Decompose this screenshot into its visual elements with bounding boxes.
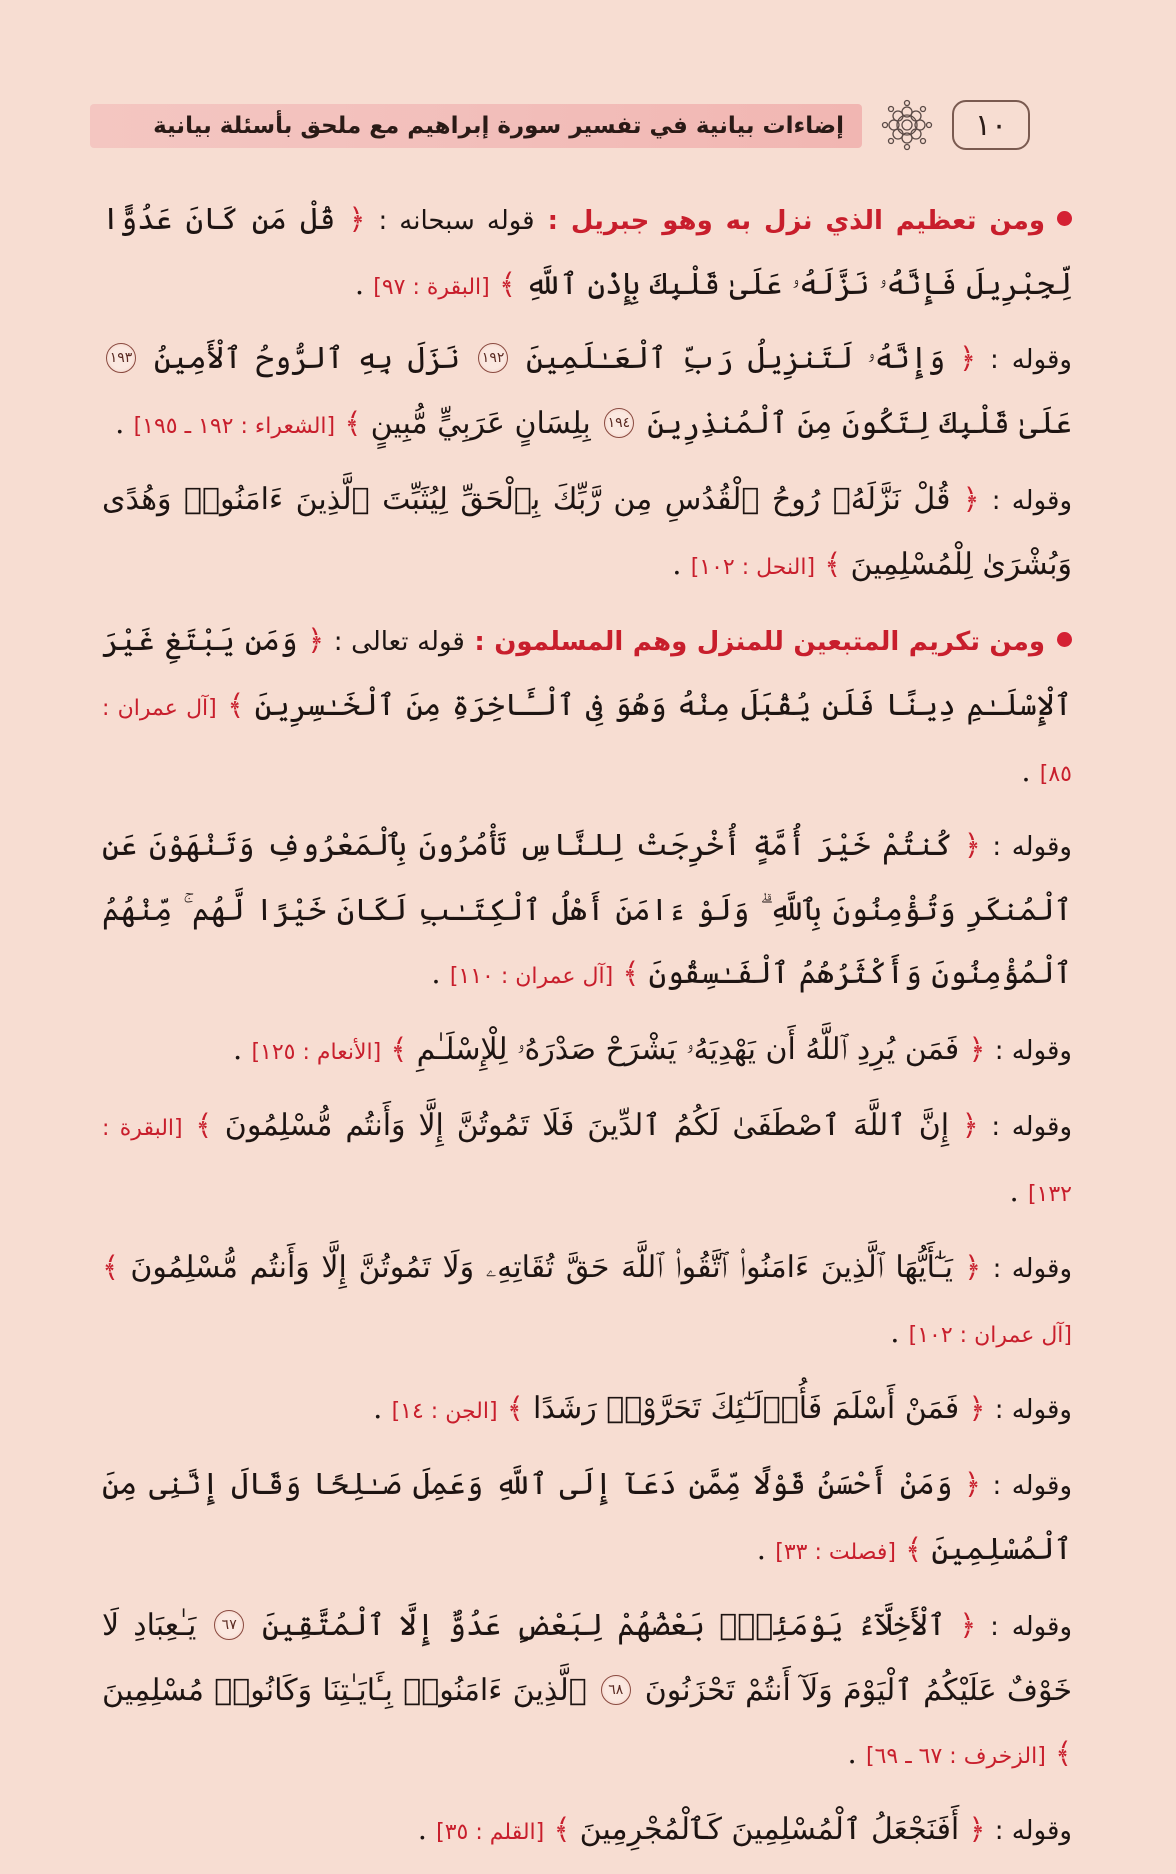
quran-verse: إِنَّ ٱللَّهَ ٱصْطَفَىٰ لَكُمُ ٱلدِّينَ فَلَا تَمُوتُنَّ إِلَّا وَأَنتُم مُّسْلِمُونَ <box>224 1108 950 1143</box>
close-bracket: ﴾ <box>824 547 842 581</box>
lead-text: وقوله : <box>992 1254 1072 1284</box>
quran-verse-part: عَلَىٰ قَلْبِكَ لِتَكُونَ مِنَ ٱلْمُنذِرِينَ <box>647 406 1072 441</box>
quran-verse: قُلْ نَزَّلَهُۥ رُوحُ ٱلْقُدُسِ مِن رَّبِّكَ بِٱلْحَقِّ لِيُثَبِّتَ ٱلَّذِينَ ءَامَنُوا۟ وَهُدًى وَبُشْرَىٰ لِلْمُسْلِمِينَ <box>102 482 1072 582</box>
lead-text: وقوله : <box>992 1471 1072 1501</box>
verse-number-marker: ١٩٤ <box>604 408 634 438</box>
verse-reference: [فصلت : ٣٣] <box>775 1540 896 1565</box>
close-bracket: ﴾ <box>498 267 516 301</box>
open-bracket: ﴿ <box>307 623 325 657</box>
verse-number-marker: ١٩٣ <box>106 343 136 373</box>
full-stop: . <box>115 406 134 440</box>
quran-verse: فَمَنْ أَسْلَمَ فَأُو۟لَـٰٓئِكَ تَحَرَّوْا۟ رَشَدًا <box>532 1391 960 1426</box>
rosette-ornament-icon <box>880 98 934 152</box>
close-bracket: ﴾ <box>506 1391 524 1425</box>
lead-text: وقوله : <box>994 1816 1072 1846</box>
close-bracket: ﴾ <box>195 1108 213 1142</box>
full-stop: . <box>1009 1174 1028 1208</box>
full-stop: . <box>431 956 450 990</box>
paragraph-jinn <box>102 1377 1072 1443</box>
full-stop: . <box>233 1032 252 1066</box>
verse-reference: [آل عمران : ١١٠] <box>449 964 614 989</box>
verse-reference: [البقرة : ١٣٢] <box>102 1116 1072 1207</box>
quran-verse-part: ٱلَّذِينَ ءَامَنُوا۟ بِـَٔايَـٰتِنَا وَكَانُوا۟ مُسْلِمِينَ <box>102 1673 587 1708</box>
section-heading: ومن تعظيم الذي نزل به وهو جبريل : <box>547 206 1046 236</box>
quran-verse: فَمَن يُرِدِ ٱللَّهُ أَن يَهْدِيَهُۥ يَشْرَحْ صَدْرَهُۥ لِلْإِسْلَـٰمِ <box>416 1032 960 1067</box>
paragraph-fussilat <box>102 1453 1072 1584</box>
verse-reference: [الشعراء : ١٩٢ ـ ١٩٥] <box>133 414 336 439</box>
close-bracket: ﴾ <box>622 956 640 990</box>
open-bracket: ﴿ <box>963 828 981 862</box>
verse-number-marker: ٦٨ <box>601 1675 631 1705</box>
quran-verse-part: ٱلْأَخِلَّآءُ يَوْمَئِذٍۭ بَعْضُهُمْ لِبَعْضٍ عَدُوٌّ إِلَّا ٱلْمُتَّقِينَ <box>261 1608 946 1643</box>
paragraph-muslims <box>102 609 1072 806</box>
quran-verse-part: بِلِسَانٍ عَرَبِيٍّ مُّبِينٍ <box>370 406 591 441</box>
full-stop: . <box>890 1315 909 1349</box>
paragraph-jibril <box>102 188 1072 319</box>
verse-reference: [النحل : ١٠٢] <box>690 555 816 580</box>
open-bracket: ﴿ <box>348 202 366 236</box>
page-header <box>90 98 1030 154</box>
paragraph-qalam <box>102 1798 1072 1864</box>
open-bracket: ﴿ <box>961 1108 979 1142</box>
open-bracket: ﴿ <box>968 1391 986 1425</box>
bullet-icon <box>1057 211 1072 226</box>
full-stop: . <box>373 1391 392 1425</box>
close-bracket: ﴾ <box>227 688 245 722</box>
paragraph-baqara-132 <box>102 1094 1072 1226</box>
paragraph-anam <box>102 1018 1072 1084</box>
quran-verse-part: نَزَلَ بِهِ ٱلرُّوحُ ٱلْأَمِينُ <box>153 341 461 376</box>
close-bracket: ﴾ <box>553 1812 571 1846</box>
lead-text: قوله تعالى : <box>333 627 465 657</box>
quran-verse: أَفَنَجْعَلُ ٱلْمُسْلِمِينَ كَٱلْمُجْرِمِينَ <box>579 1812 960 1847</box>
page-body <box>102 188 1072 1874</box>
full-stop: . <box>672 547 691 581</box>
quran-verse-part: يَـٰعِبَادِ لَا خَوْفٌ عَلَيْكُمُ ٱلْيَوْمَ وَلَآ أَنتُمْ تَحْزَنُونَ <box>102 1608 1073 1708</box>
quran-verse: وَمَن يَبْتَغِ غَيْرَ ٱلْإِسْلَـٰمِ دِينًا فَلَن يُقْبَلَ مِنْهُ وَهُوَ فِى ٱلْـَٔاخِرَةِ مِنَ ٱلْخَـٰسِرِينَ <box>102 623 1073 723</box>
open-bracket: ﴿ <box>963 1467 981 1501</box>
verse-reference: [القلم : ٣٥] <box>436 1820 545 1845</box>
quran-verse: وَمَنْ أَحْسَنُ قَوْلًا مِّمَّن دَعَآ إِلَى ٱللَّهِ وَعَمِلَ صَـٰلِحًا وَقَالَ إِنَّنِى مِنَ ٱلْمُسْلِمِينَ <box>102 1467 1072 1567</box>
verse-number-marker: ١٩٢ <box>478 343 508 373</box>
open-bracket: ﴿ <box>968 1812 986 1846</box>
open-bracket: ﴿ <box>959 1608 977 1642</box>
quran-verse: يَـٰٓأَيُّهَا ٱلَّذِينَ ءَامَنُوا۟ ٱتَّقُوا۟ ٱللَّهَ حَقَّ تُقَاتِهِۦ وَلَا تَمُوتُنَّ إِلَّا وَأَنتُم مُّسْلِمُونَ <box>130 1250 953 1285</box>
open-bracket: ﴿ <box>968 1032 986 1066</box>
bullet-icon <box>1057 632 1072 647</box>
close-bracket: ﴾ <box>390 1032 408 1066</box>
lead-text: وقوله : <box>991 486 1073 516</box>
lead-text: وقوله : <box>991 1112 1073 1142</box>
close-bracket: ﴾ <box>905 1532 923 1566</box>
section-heading: ومن تكريم المتبعين للمنزل وهم المسلمون : <box>474 627 1046 657</box>
close-bracket: ﴾ <box>102 1250 119 1284</box>
verse-reference: [الزخرف : ٦٧ ـ ٦٩] <box>865 1744 1046 1769</box>
quran-verse-part: وَإِنَّهُۥ لَتَنزِيلُ رَبِّ ٱلْعَـٰلَمِينَ <box>525 341 946 376</box>
paragraph-imran-102 <box>102 1236 1072 1367</box>
verse-number-marker: ٦٧ <box>214 1610 244 1640</box>
full-stop: . <box>354 267 374 301</box>
full-stop: . <box>417 1812 437 1846</box>
lead-text: وقوله : <box>994 1036 1072 1066</box>
verse-reference: [آل عمران : ١٠٢] <box>908 1323 1072 1348</box>
lead-text: وقوله : <box>990 1612 1073 1642</box>
full-stop: . <box>1021 754 1040 788</box>
lead-text: وقوله : <box>992 832 1072 862</box>
close-bracket: ﴾ <box>1055 1736 1072 1770</box>
verse-reference: [الجن : ١٤] <box>391 1399 498 1424</box>
lead-text: قوله سبحانه : <box>378 206 535 236</box>
open-bracket: ﴿ <box>959 341 977 375</box>
close-bracket: ﴾ <box>344 406 362 440</box>
open-bracket: ﴿ <box>964 1250 982 1284</box>
quran-verse: كُنتُمْ خَيْرَ أُمَّةٍ أُخْرِجَتْ لِلنَّاسِ تَأْمُرُونَ بِٱلْمَعْرُوفِ وَتَنْهَوْنَ عَنِ ٱلْمُنكَرِ وَتُؤْمِنُونَ بِٱللَّهِ ۗ وَلَوْ ءَامَنَ أَهْلُ ٱلْكِتَـٰبِ لَكَانَ خَيْرًا لَّهُم ۚ مِّنْهُمُ ٱلْمُؤْمِنُونَ وَأَكْثَرُهُمُ ٱلْفَـٰسِقُونَ <box>102 828 1072 991</box>
book-title: إضاءات بيانية في تفسير سورة إبراهيم مع ملحق بأسئلة بيانية <box>90 104 862 148</box>
page-number: ١٠ <box>952 100 1030 150</box>
quran-verse: قُلْ مَن كَانَ عَدُوًّا لِّجِبْرِيلَ فَإِنَّهُۥ نَزَّلَهُۥ عَلَىٰ قَلْبِكَ بِإِذْنِ ٱللَّهِ <box>102 202 1072 302</box>
verse-reference: [الأنعام : ١٢٥] <box>251 1040 382 1065</box>
paragraph-shuara <box>102 327 1072 458</box>
paragraph-nahl <box>102 468 1072 599</box>
full-stop: . <box>847 1736 866 1770</box>
full-stop: . <box>756 1532 776 1566</box>
lead-text: وقوله : <box>994 1395 1072 1425</box>
open-bracket: ﴿ <box>962 482 980 516</box>
verse-reference: [البقرة : ٩٧] <box>373 275 490 300</box>
verse-reference: [آل عمران : ٨٥] <box>102 696 1072 787</box>
lead-text: وقوله : <box>990 345 1072 375</box>
paragraph-imran-110 <box>102 814 1072 1008</box>
paragraph-zukhruf <box>102 1594 1072 1788</box>
